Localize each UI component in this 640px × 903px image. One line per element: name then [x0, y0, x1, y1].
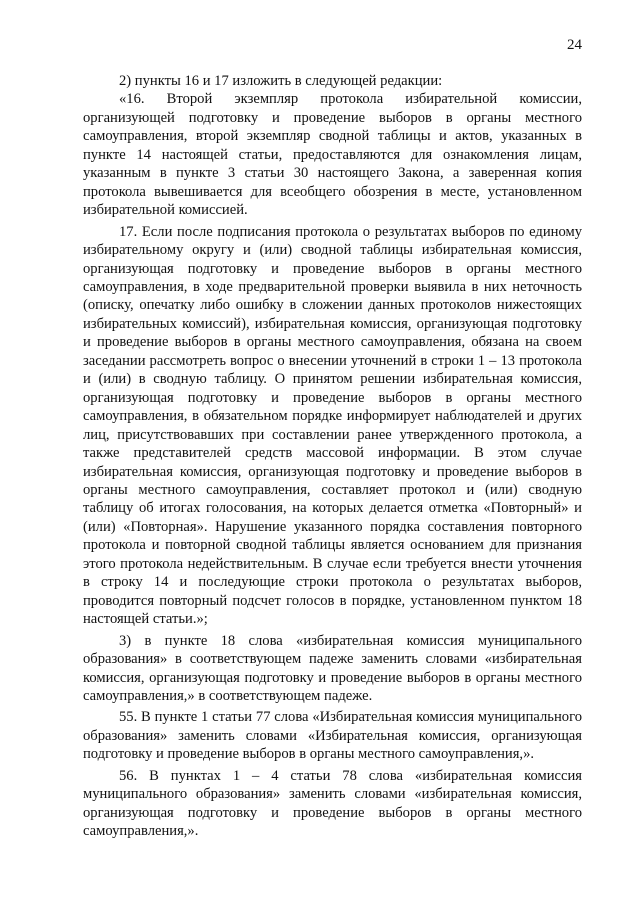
paragraph-item-3: 3) в пункте 18 слова «избирательная комиссия муниципального образования» в соответствующем падеже заменить словами «избирательная комиссия, организующая подготовку и проведение выборов в органы местного самоуправления,» в соответствующем падеже. — [83, 632, 582, 704]
paragraph-item-55: 55. В пункте 1 статьи 77 слова «Избирательная комиссия муниципального образования» заменить словами «Избирательная комиссия, организующая подготовку и проведение выборов в органы местного самоуправления,». — [83, 709, 582, 763]
paragraph-item-17: 17. Если после подписания протокола о результатах выборов по единому избирательному округу и (или) сводной таблицы избирательная комиссия, организующая подготовку и проведение выборов в органы местного самоуправления, в ходе предварительной проверки выявила в них неточность (описку, опечатку либо ошибку в сложении данных протоколов нижестоящих избирательных комиссий), избирательная комиссия, организующая подготовку и проведение выборов в органы местного самоуправления, обязана на своем заседании рассмотреть вопрос о внесении уточнений в строки 1 – 13 протокола и (или) в сводную таблицу. О принятом решении избирательная комиссия, организующая подготовку и проведение выборов в органы местного самоуправления, в обязательном порядке информирует наблюдателей и других лиц, присутствовавших при составлении ранее утвержденного протокола, а также представителей средств массовой информации. В этом случае избирательная комиссия, организующая подготовку и проведение выборов в органы местного самоуправления, составляет протокол и (или) сводную таблицу об итогах голосования, на которых делается отметка «Повторный» и (или) «Повторная». Нарушение указанного порядка составления повторного протокола и повторной сводной таблицы является основанием для признания этого протокола недействительным. В случае если требуется внести уточнения в строку 14 и последующие строки протокола о результатах выборов, проводится повторный подсчет голосов в порядке, установленном пунктом 18 настоящей статьи.»; — [83, 223, 582, 628]
page-number: 24 — [567, 37, 582, 53]
paragraph-item-16: «16. Второй экземпляр протокола избирательной комиссии, организующей подготовку и проведение выборов в органы местного самоуправления, второй экземпляр сводной таблицы и актов, указанных в пункте 14 настоящей статьи, предоставляются для ознакомления лицам, указанным в пункте 3 статьи 30 настоящего Закона, а заверенная копия протокола вывешивается для всеобщего обозрения в месте, установленном избирательной комиссией. — [83, 91, 582, 219]
paragraph-intro-items-16-17: 2) пункты 16 и 17 изложить в следующей редакции: — [119, 73, 443, 89]
document-body — [83, 72, 582, 841]
paragraph-item-56: 56. В пунктах 1 – 4 статьи 78 слова «избирательная комиссия муниципального образования» заменить словами «избирательная комиссия, организующая подготовку и проведение выборов в органы местного самоуправления,». — [83, 767, 582, 840]
